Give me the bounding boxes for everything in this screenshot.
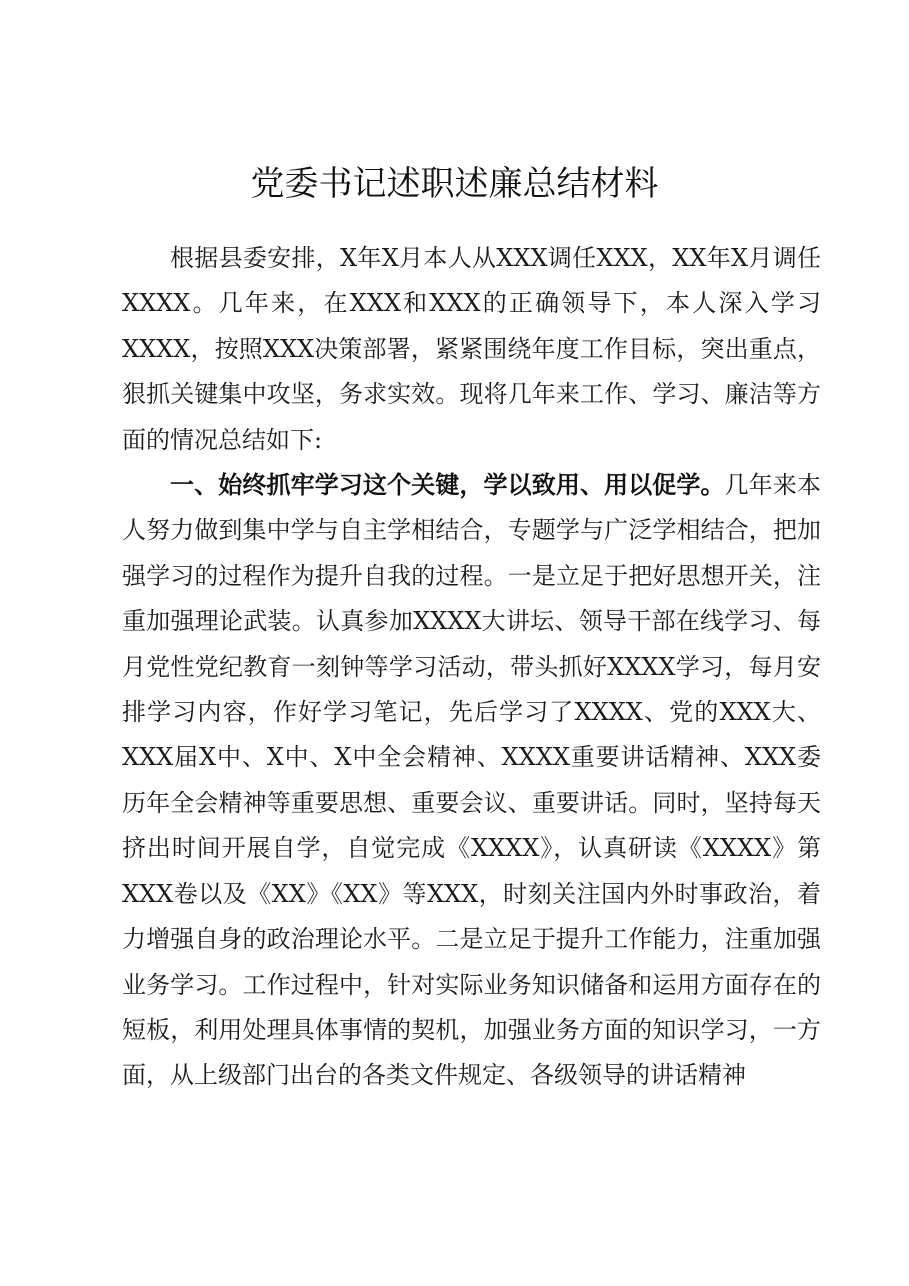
intro-paragraph: 根据县委安排，X年X月本人从XXX调任XXX，XX年X月调任XXXX。几年来，在XXX和XXX的正确领导下，本人深入学习XXXX，按照XXX决策部署，紧紧围绕年度工作目标，突出重点，狠抓关键集中攻坚，务求实效。现将几年来工作、学习、廉洁等方面的情况总结如下: (122, 244, 821, 454)
section-1-text: 几年来本人努力做到集中学与自主学相结合，专题学与广泛学相结合，把加强学习的过程作为提升自我的过程。一是立足于把好思想开关，注重加强理论武装。认真参加XXXX大讲坛、领导干部在线学习、每月党性党纪教育一刻钟等学习活动，带头抓好XXXX学习，每月安排学习内容，作好学习笔记，先后学习了XXXX、党的XXX大、XXX届X中、X中、X中全会精神、XXXX重要讲话精神、XXX委历年全会精神等重要思想、重要会议、重要讲话。同时，坚持每天挤出时间开展自学，自觉完成《XXXX》，认真研读《XXXX》第XXX卷以及《XX》《XX》等XXX，时刻关注国内外时事政治，着力增强自身的政治理论水平。二是立足于提升工作能力，注重加强业务学习。工作过程中，针对实际业务知识储备和运用方面存在的短板，利用处理具体事情的契机，加强业务方面的知识学习，一方面，从上级部门出台的各类文件规定、各级领导的讲话精神 (122, 471, 822, 1090)
document-title: 党委书记述职述廉总结材料 (250, 164, 659, 204)
section-1-heading: 一、始终抓牢学习这个关键，学以致用、用以促学。 (170, 471, 725, 500)
document-body (122, 236, 821, 1099)
section-1-paragraph (122, 463, 821, 1099)
